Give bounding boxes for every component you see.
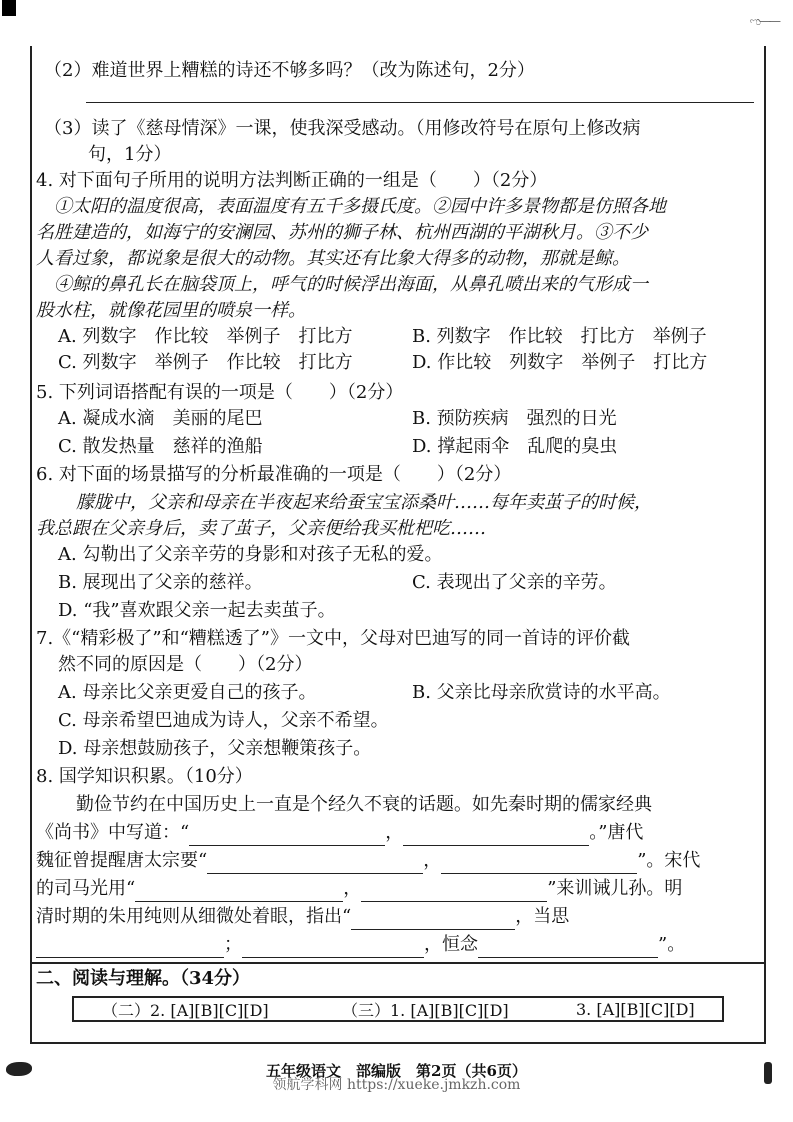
blank-1[interactable] xyxy=(189,825,385,846)
q8-l2-prefix: 《尚书》中写道：“ xyxy=(36,822,190,843)
q6-text-1: 朦胧中，父亲和母亲在半夜起来给蚕宝宝添桑叶……每年卖茧子的时候， xyxy=(76,492,652,513)
q7-stem-1: 7.《“精彩极了”和“糟糕透了”》一文中，父母对巴迪写的同一首诗的评价截 xyxy=(36,628,630,649)
q4-option-d[interactable]: D. 作比较 列数字 举例子 打比方 xyxy=(412,352,708,373)
semicolon: ； xyxy=(224,934,242,955)
q7-option-b[interactable]: B. 父亲比母亲欣赏诗的水平高。 xyxy=(412,682,671,703)
watermark: 领航学科网 https://xueke.jmkzh.com xyxy=(272,1077,521,1093)
q5-stem: 5. 下列词语搭配有误的一项是（ ）（2分） xyxy=(36,382,404,403)
q8-l3-suffix: ”。宋代 xyxy=(637,850,701,871)
q8-line-4 xyxy=(36,876,757,902)
q8-l6-suffix: ”。 xyxy=(658,934,686,955)
q7-stem-2: 然不同的原因是（ ）（2分） xyxy=(58,654,313,675)
q8-l4-suffix: ”来训诫儿孙。明 xyxy=(547,878,683,899)
blank-3[interactable] xyxy=(207,853,423,874)
blank-8[interactable] xyxy=(36,937,224,958)
q4-text-4: ④鲸的鼻孔长在脑袋顶上，呼气的时候浮出海面，从鼻孔喷出来的气形成一 xyxy=(54,274,648,295)
blank-2[interactable] xyxy=(403,825,589,846)
comma: ， xyxy=(423,850,442,871)
blank-4[interactable] xyxy=(441,853,637,874)
q8-line-2 xyxy=(36,820,757,846)
q8-line-6 xyxy=(36,932,757,958)
blank-9[interactable] xyxy=(242,937,424,958)
blank-7[interactable] xyxy=(351,909,515,930)
q8-l4-prefix: 的司马光用“ xyxy=(36,878,136,899)
comma: ， xyxy=(343,878,362,899)
q6-stem: 6. 对下面的场景描写的分析最准确的一项是（ ）（2分） xyxy=(36,464,512,485)
q6-option-d[interactable]: D. “我”喜欢跟父亲一起去卖茧子。 xyxy=(58,600,336,621)
q6-text-2: 我总跟在父亲身后，卖了茧子，父亲便给我买枇杷吃…… xyxy=(36,518,486,539)
q8-line-3 xyxy=(36,848,757,874)
q6-option-a[interactable]: A. 勾勒出了父亲辛劳的身影和对孩子无私的爱。 xyxy=(58,544,443,565)
q7-option-c[interactable]: C. 母亲希望巴迪成为诗人，父亲不希望。 xyxy=(58,710,389,731)
q6-option-b[interactable]: B. 展现出了父亲的慈祥。 xyxy=(58,572,263,593)
q3-text-line1: （3）读了《慈母情深》一课，使我深受感动。（用修改符号在原句上修改病 xyxy=(44,118,641,139)
blank-10[interactable] xyxy=(478,937,658,958)
q5-option-b[interactable]: B. 预防疾病 强烈的日光 xyxy=(412,408,617,429)
q8-l6-mid: ，恒念 xyxy=(424,934,478,955)
blank-6[interactable] xyxy=(361,881,547,902)
q4-text-5: 股水柱，就像花园里的喷泉一样。 xyxy=(36,300,306,321)
q8-l3-prefix: 魏征曾提醒唐太宗要“ xyxy=(36,850,208,871)
answer-choice-group-2[interactable]: （三）1. [A][B][C][D] xyxy=(342,1000,509,1020)
q6-option-c[interactable]: C. 表现出了父亲的辛劳。 xyxy=(412,572,617,593)
q7-option-a[interactable]: A. 母亲比父亲更爱自己的孩子。 xyxy=(58,682,317,703)
page-footer: 五年级语文 部编版 第2页（共6页） xyxy=(266,1062,527,1080)
q3-text-line2: 句，1分） xyxy=(88,144,172,165)
answer-choice-group-3[interactable]: 3. [A][B][C][D] xyxy=(576,999,695,1019)
comma: ， xyxy=(385,822,404,843)
q4-option-c[interactable]: C. 列数字 举例子 作比较 打比方 xyxy=(58,352,353,373)
q7-option-d[interactable]: D. 母亲想鼓励孩子，父亲想鞭策孩子。 xyxy=(58,738,372,759)
top-right-mark: ಌ—— xyxy=(749,14,779,28)
q8-l5-suffix: ，当思 xyxy=(515,906,570,927)
answer-choice-group-1[interactable]: （二）2. [A][B][C][D] xyxy=(102,1000,269,1020)
q8-line-5 xyxy=(36,904,757,930)
section-divider xyxy=(30,962,766,964)
section2-title: 二、阅读与理解。（34分） xyxy=(36,968,251,989)
q5-option-d[interactable]: D. 撑起雨伞 乱爬的臭虫 xyxy=(412,436,618,457)
q4-stem: 4. 对下面句子所用的说明方法判断正确的一组是（ ）（2分） xyxy=(36,170,548,191)
q4-text-2: 名胜建造的，如海宁的安澜园、苏州的狮子林、杭州西湖的平湖秋月。③不少 xyxy=(36,222,648,243)
corner-mark xyxy=(2,0,16,16)
answer-box xyxy=(72,996,724,1022)
q4-text-3: 人看过象，都说象是很大的动物。其实还有比象大得多的动物，那就是鲸。 xyxy=(36,248,630,269)
answer-line-q2[interactable] xyxy=(86,102,754,103)
blank-5[interactable] xyxy=(135,881,343,902)
q5-option-c[interactable]: C. 散发热量 慈祥的渔船 xyxy=(58,436,263,457)
q8-l2-suffix: 。”唐代 xyxy=(589,822,644,843)
q4-option-a[interactable]: A. 列数字 作比较 举例子 打比方 xyxy=(58,326,353,347)
q8-text-1: 勤俭节约在中国历史上一直是个经久不衰的话题。如先秦时期的儒家经典 xyxy=(76,794,652,815)
q2-text: （2）难道世界上糟糕的诗还不够多吗？（改为陈述句，2分） xyxy=(44,60,535,81)
q4-option-b[interactable]: B. 列数字 作比较 打比方 举例子 xyxy=(412,326,707,347)
q5-option-a[interactable]: A. 凝成水滴 美丽的尾巴 xyxy=(58,408,263,429)
q8-stem: 8. 国学知识积累。（10分） xyxy=(36,766,253,787)
q4-text-1: ①太阳的温度很高，表面温度有五千多摄氏度。②园中许多景物都是仿照各地 xyxy=(54,196,666,217)
q8-l5-prefix: 清时期的朱用纯则从细微处着眼，指出“ xyxy=(36,906,352,927)
